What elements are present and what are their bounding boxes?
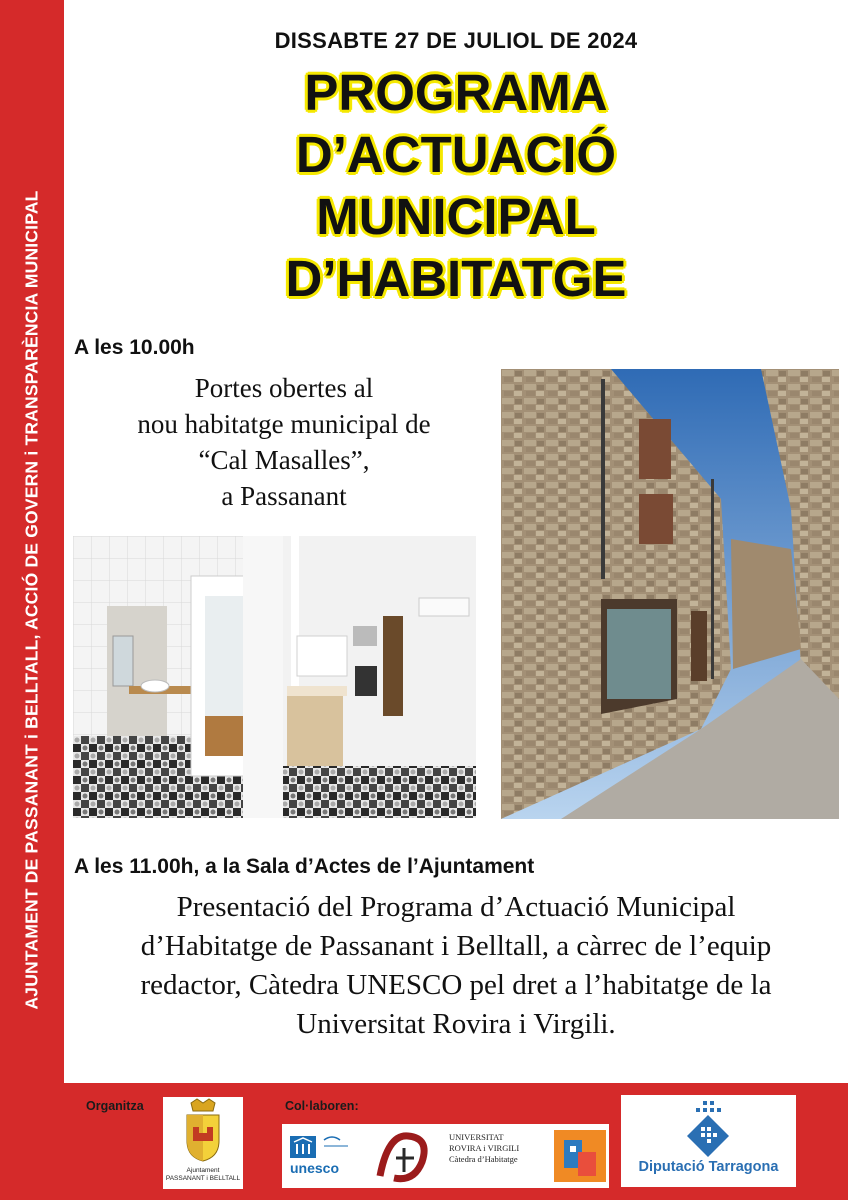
description-line: Universitat Rovira i Virgili. — [296, 1008, 616, 1040]
event1-time: A les 10.00h — [74, 336, 195, 359]
ajuntament-logo — [163, 1097, 243, 1189]
street-photo — [501, 369, 839, 819]
side-banner-text: AJUNTAMENT DE PASSANANT i BELLTALL, ACCIÓ DE GOVERN i TRANSPARÈNCIA MUNICIPAL — [21, 190, 42, 1010]
interior-photo — [73, 536, 476, 818]
poster-title — [64, 62, 848, 310]
organitza-label: Organitza — [86, 1099, 144, 1113]
urv-line: ROVIRA i VIRGILI — [449, 1143, 520, 1153]
unesco-text: unesco — [290, 1160, 340, 1176]
unesco-temple-icon — [288, 1130, 368, 1164]
interior-photo-illustration — [73, 536, 476, 818]
diputacio-emblem-icon — [621, 1095, 796, 1157]
event-date: DISSABTE 27 DE JULIOL DE 2024 — [274, 28, 638, 53]
title-line: D’ACTUACIÓ — [295, 126, 617, 183]
title-line: MUNICIPAL — [316, 188, 596, 245]
description-line: Presentació del Programa d’Actuació Municipal — [176, 891, 736, 923]
title-line: PROGRAMA — [304, 64, 608, 121]
event2-time: A les 11.00h, a la Sala d’Actes de l’Ajuntament — [74, 855, 535, 878]
urv-line: UNIVERSITAT — [449, 1132, 504, 1142]
description-line: a Passanant — [221, 481, 347, 511]
collaboren-label: Col·laboren: — [285, 1099, 359, 1113]
urv-emblem-icon — [374, 1128, 444, 1184]
urv-text — [449, 1132, 519, 1165]
street-photo-illustration — [501, 369, 839, 819]
ajuntament-line: PASSANANT i BELLTALL — [165, 1175, 241, 1182]
collaborators-logos — [282, 1124, 609, 1188]
description-line: “Cal Masalles”, — [198, 445, 370, 475]
title-line: D’HABITATGE — [285, 250, 627, 307]
ajuntament-logo-text — [163, 1167, 243, 1183]
housing-chair-icon — [554, 1130, 606, 1182]
coat-of-arms-icon — [163, 1097, 243, 1167]
description-line: redactor, Càtedra UNESCO pel dret a l’habitatge de la — [140, 969, 772, 1001]
urv-line: Càtedra d’Habitatge — [449, 1154, 518, 1164]
description-line: d’Habitatge de Passanant i Belltall, a càrrec de l’equip — [140, 930, 772, 962]
event2-description — [64, 888, 848, 1044]
description-line: Portes obertes al — [194, 373, 374, 403]
description-line: nou habitatge municipal de — [137, 409, 431, 439]
event1-description — [72, 370, 496, 514]
side-banner — [0, 0, 64, 1200]
diputacio-logo — [621, 1095, 796, 1187]
ajuntament-line: Ajuntament — [186, 1167, 220, 1174]
diputacio-text: Diputació Tarragona — [638, 1159, 779, 1175]
